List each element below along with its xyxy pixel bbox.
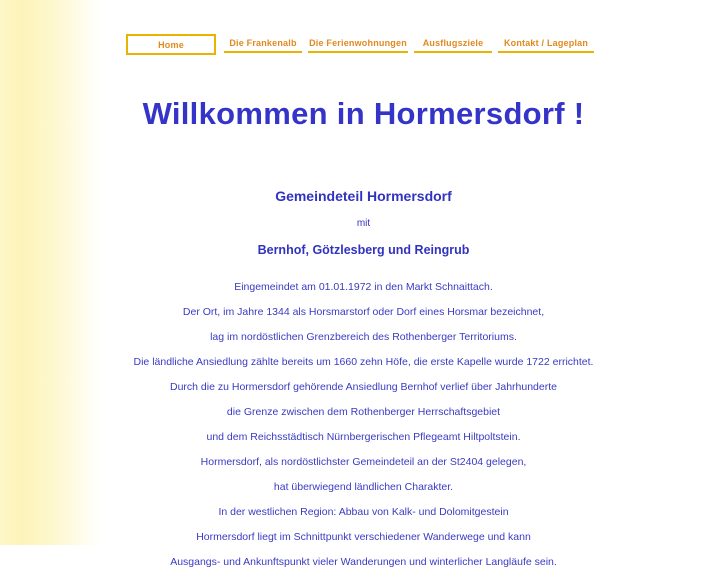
main-text-block <box>0 188 727 575</box>
nav-item-die-ferienwohnungen[interactable] <box>308 34 408 53</box>
section-heading-gemeindeteil: Gemeindeteil Hormersdorf <box>275 188 452 204</box>
nav-item-die-frankenalb-label: Die Frankenalb <box>229 38 297 48</box>
text-line: Hormersdorf liegt im Schnittpunkt verschiedener Wanderwege und kann <box>196 531 531 543</box>
nav-item-home[interactable] <box>126 34 216 55</box>
nav-item-kontakt-lageplan[interactable] <box>498 34 594 53</box>
nav-item-kontakt-lageplan-label: Kontakt / Lageplan <box>503 38 589 48</box>
section-heading-ortsteile: Bernhof, Götzlesberg und Reingrub <box>257 243 470 257</box>
nav-item-ausflugsziele-label: Ausflugsziele <box>422 38 484 48</box>
text-line: und dem Reichsstädtisch Nürnbergerischen Pflegeamt Hiltpoltstein. <box>206 431 521 443</box>
nav-item-die-ferienwohnungen-label: Die Ferienwohnungen <box>309 38 407 48</box>
nav-item-home-label: Home <box>158 40 184 50</box>
text-line: In der westlichen Region: Abbau von Kalk- und Dolomitgestein <box>218 506 509 518</box>
text-line: Der Ort, im Jahre 1344 als Horsmarstorf oder Dorf eines Horsmar bezeichnet, <box>182 306 545 318</box>
main-navigation <box>126 34 600 54</box>
text-line: Ausgangs- und Ankunftspunkt vieler Wanderungen und winterlicher Langläufe sein. <box>170 556 557 568</box>
page-title: Willkommen in Hormersdorf ! <box>142 96 585 131</box>
text-line: Hormersdorf, als nordöstlichster Gemeindeteil an der St2404 gelegen, <box>200 456 527 468</box>
text-line: Durch die zu Hormersdorf gehörende Ansiedlung Bernhof verlief über Jahrhunderte <box>170 381 557 393</box>
section-connector: mit <box>356 218 371 229</box>
text-line: hat überwiegend ländlichen Charakter. <box>273 481 454 493</box>
nav-item-die-frankenalb[interactable] <box>224 34 302 53</box>
text-line: lag im nordöstlichen Grenzbereich des Rothenberger Territoriums. <box>210 331 517 343</box>
text-line: Die ländliche Ansiedlung zählte bereits um 1660 zehn Höfe, die erste Kapelle wurde 1722 errichtet. <box>133 356 594 368</box>
nav-item-ausflugsziele[interactable] <box>414 34 492 53</box>
text-line: die Grenze zwischen dem Rothenberger Herrschaftsgebiet <box>226 406 501 418</box>
text-line: Eingemeindet am 01.01.1972 in den Markt Schnaittach. <box>234 281 493 293</box>
